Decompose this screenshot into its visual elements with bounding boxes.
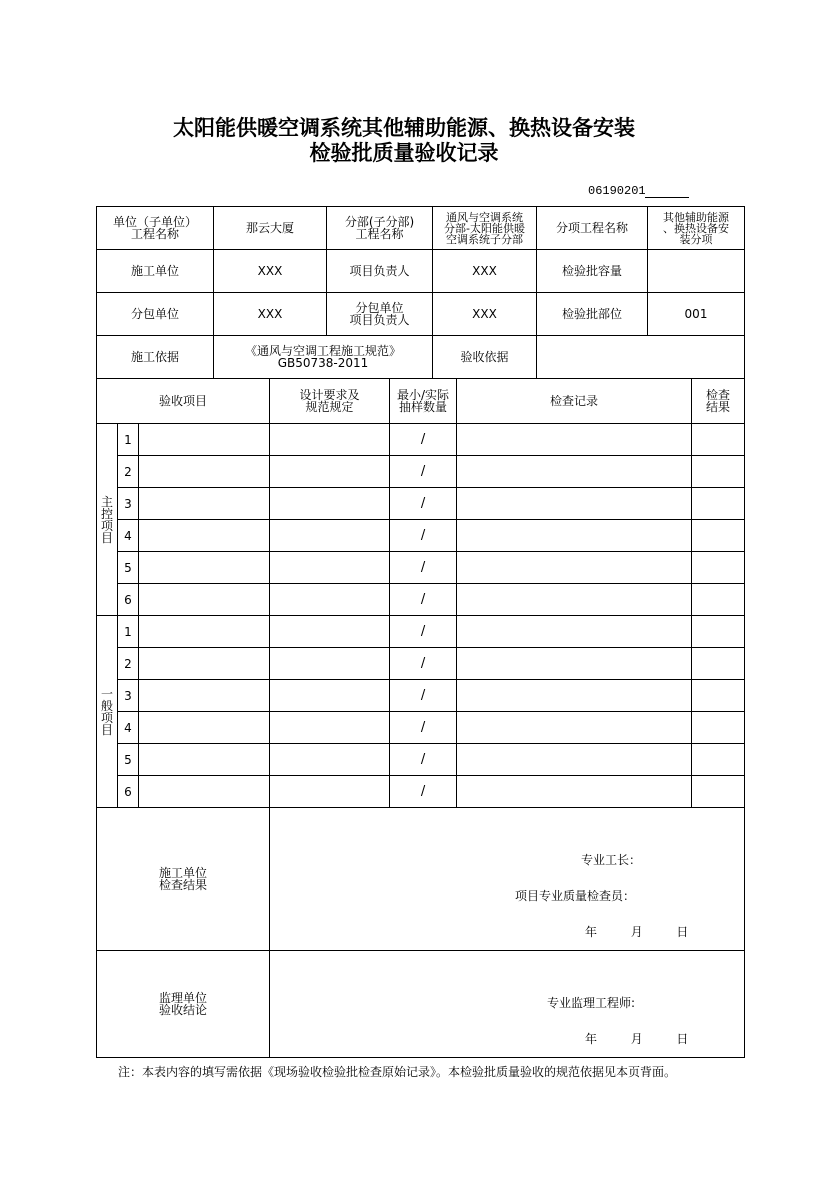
record-cell[interactable] xyxy=(457,520,692,552)
sample-cell[interactable]: / xyxy=(390,456,457,488)
sample-cell[interactable]: / xyxy=(390,744,457,776)
result-cell[interactable] xyxy=(692,712,745,744)
division-value[interactable]: 通风与空调系统 分部-太阳能供暖 空调系统子分部 xyxy=(433,207,537,250)
row-number: 4 xyxy=(118,712,139,744)
acceptance-basis-value[interactable] xyxy=(537,336,745,379)
unit-label: 单位（子单位） 工程名称 xyxy=(97,207,214,250)
row-number: 2 xyxy=(118,648,139,680)
design-cell[interactable] xyxy=(270,488,390,520)
acceptance-basis-label: 验收依据 xyxy=(433,336,537,379)
result-cell[interactable] xyxy=(692,520,745,552)
result-cell[interactable] xyxy=(692,680,745,712)
year-label: 年 xyxy=(585,925,598,939)
capacity-value[interactable] xyxy=(648,250,745,293)
result-cell[interactable] xyxy=(692,552,745,584)
row-number: 5 xyxy=(118,744,139,776)
design-cell[interactable] xyxy=(270,520,390,552)
division-label: 分部(子分部) 工程名称 xyxy=(327,207,433,250)
header-table xyxy=(96,206,745,379)
result-cell[interactable] xyxy=(692,744,745,776)
row-number: 1 xyxy=(118,424,139,456)
design-cell[interactable] xyxy=(270,680,390,712)
row-number: 1 xyxy=(118,616,139,648)
record-cell[interactable] xyxy=(457,456,692,488)
record-cell[interactable] xyxy=(457,552,692,584)
record-cell[interactable] xyxy=(457,680,692,712)
row-number: 6 xyxy=(118,584,139,616)
item-cell[interactable] xyxy=(139,488,270,520)
subcontractor-label: 分包单位 xyxy=(97,293,214,336)
day-label: 日 xyxy=(676,1032,689,1046)
contractor-value[interactable]: XXX xyxy=(214,250,327,293)
design-cell[interactable] xyxy=(270,552,390,584)
design-cell[interactable] xyxy=(270,712,390,744)
inspector-label: 项目专业质量检查员： xyxy=(515,889,636,903)
month-label: 月 xyxy=(630,1032,643,1046)
item-cell[interactable] xyxy=(139,456,270,488)
pm-value[interactable]: XXX xyxy=(433,250,537,293)
subitem-value[interactable]: 其他辅助能源 、换热设备安 装分项 xyxy=(648,207,745,250)
day-label: 日 xyxy=(676,925,689,939)
record-cell[interactable] xyxy=(457,488,692,520)
item-cell[interactable] xyxy=(139,712,270,744)
location-label: 检验批部位 xyxy=(537,293,648,336)
design-cell[interactable] xyxy=(270,424,390,456)
capacity-label: 检验批容量 xyxy=(537,250,648,293)
record-cell[interactable] xyxy=(457,744,692,776)
contractor-check-label: 施工单位 检查结果 xyxy=(97,808,270,951)
form-code-blank xyxy=(645,197,689,198)
item-cell[interactable] xyxy=(139,424,270,456)
sample-cell[interactable]: / xyxy=(390,520,457,552)
result-cell[interactable] xyxy=(692,456,745,488)
row-number: 4 xyxy=(118,520,139,552)
result-cell[interactable] xyxy=(692,616,745,648)
item-cell[interactable] xyxy=(139,552,270,584)
result-cell[interactable] xyxy=(692,776,745,808)
contractor-date xyxy=(585,926,688,938)
col-item: 验收项目 xyxy=(97,379,270,424)
sample-cell[interactable]: / xyxy=(390,680,457,712)
design-cell[interactable] xyxy=(270,648,390,680)
subitem-label: 分项工程名称 xyxy=(537,207,648,250)
footnote: 注：本表内容的填写需依据《现场验收检验批检查原始记录》。本检验批质量验收的规范依据见本页背面。 xyxy=(118,1065,677,1079)
design-cell[interactable] xyxy=(270,744,390,776)
sample-cell[interactable]: / xyxy=(390,584,457,616)
subcontractor-value[interactable]: XXX xyxy=(214,293,327,336)
result-cell[interactable] xyxy=(692,488,745,520)
form-code: 06190201 xyxy=(588,184,646,198)
sample-cell[interactable]: / xyxy=(390,552,457,584)
supervisor-date xyxy=(585,1033,688,1045)
record-cell[interactable] xyxy=(457,648,692,680)
col-result: 检查 结果 xyxy=(692,379,745,424)
sample-cell[interactable]: / xyxy=(390,648,457,680)
item-cell[interactable] xyxy=(139,648,270,680)
design-cell[interactable] xyxy=(270,776,390,808)
contractor-check-area[interactable] xyxy=(270,808,745,951)
row-number: 3 xyxy=(118,488,139,520)
form-title: 太阳能供暖空调系统其他辅助能源、换热设备安装 xyxy=(173,115,635,140)
design-cell[interactable] xyxy=(270,456,390,488)
record-cell[interactable] xyxy=(457,712,692,744)
record-cell[interactable] xyxy=(457,776,692,808)
sample-cell[interactable]: / xyxy=(390,424,457,456)
inspection-table xyxy=(96,378,745,1058)
item-cell[interactable] xyxy=(139,520,270,552)
result-cell[interactable] xyxy=(692,424,745,456)
result-cell[interactable] xyxy=(692,648,745,680)
main-control-label: 主 控 项 目 xyxy=(97,424,118,616)
sub-pm-value[interactable]: XXX xyxy=(433,293,537,336)
month-label: 月 xyxy=(630,925,643,939)
sample-cell[interactable]: / xyxy=(390,712,457,744)
item-cell[interactable] xyxy=(139,744,270,776)
supervisor-engineer-label: 专业监理工程师: xyxy=(547,996,636,1010)
design-cell[interactable] xyxy=(270,616,390,648)
record-cell[interactable] xyxy=(457,584,692,616)
foreman-label: 专业工长： xyxy=(581,853,642,867)
location-value[interactable]: 001 xyxy=(648,293,745,336)
sample-cell[interactable]: / xyxy=(390,776,457,808)
result-cell[interactable] xyxy=(692,584,745,616)
form-subtitle: 检验批质量验收记录 xyxy=(309,140,499,165)
col-record: 检查记录 xyxy=(457,379,692,424)
supervisor-check-label: 监理单位 验收结论 xyxy=(97,951,270,1058)
sample-cell[interactable]: / xyxy=(390,488,457,520)
row-number: 5 xyxy=(118,552,139,584)
contractor-label: 施工单位 xyxy=(97,250,214,293)
general-items-label: 一 般 项 目 xyxy=(97,616,118,808)
row-number: 6 xyxy=(118,776,139,808)
year-label: 年 xyxy=(585,1032,598,1046)
item-cell[interactable] xyxy=(139,776,270,808)
pm-label: 项目负责人 xyxy=(327,250,433,293)
col-sample: 最小/实际 抽样数量 xyxy=(390,379,457,424)
basis-value[interactable]: 《通风与空调工程施工规范》 GB50738-2011 xyxy=(214,336,433,379)
supervisor-check-area[interactable] xyxy=(270,951,745,1058)
record-cell[interactable] xyxy=(457,616,692,648)
item-cell[interactable] xyxy=(139,584,270,616)
design-cell[interactable] xyxy=(270,584,390,616)
item-cell[interactable] xyxy=(139,616,270,648)
sub-pm-label: 分包单位 项目负责人 xyxy=(327,293,433,336)
basis-label: 施工依据 xyxy=(97,336,214,379)
row-number: 3 xyxy=(118,680,139,712)
row-number: 2 xyxy=(118,456,139,488)
col-design: 设计要求及 规范规定 xyxy=(270,379,390,424)
sample-cell[interactable]: / xyxy=(390,616,457,648)
record-cell[interactable] xyxy=(457,424,692,456)
item-cell[interactable] xyxy=(139,680,270,712)
unit-value[interactable]: 那云大厦 xyxy=(214,207,327,250)
